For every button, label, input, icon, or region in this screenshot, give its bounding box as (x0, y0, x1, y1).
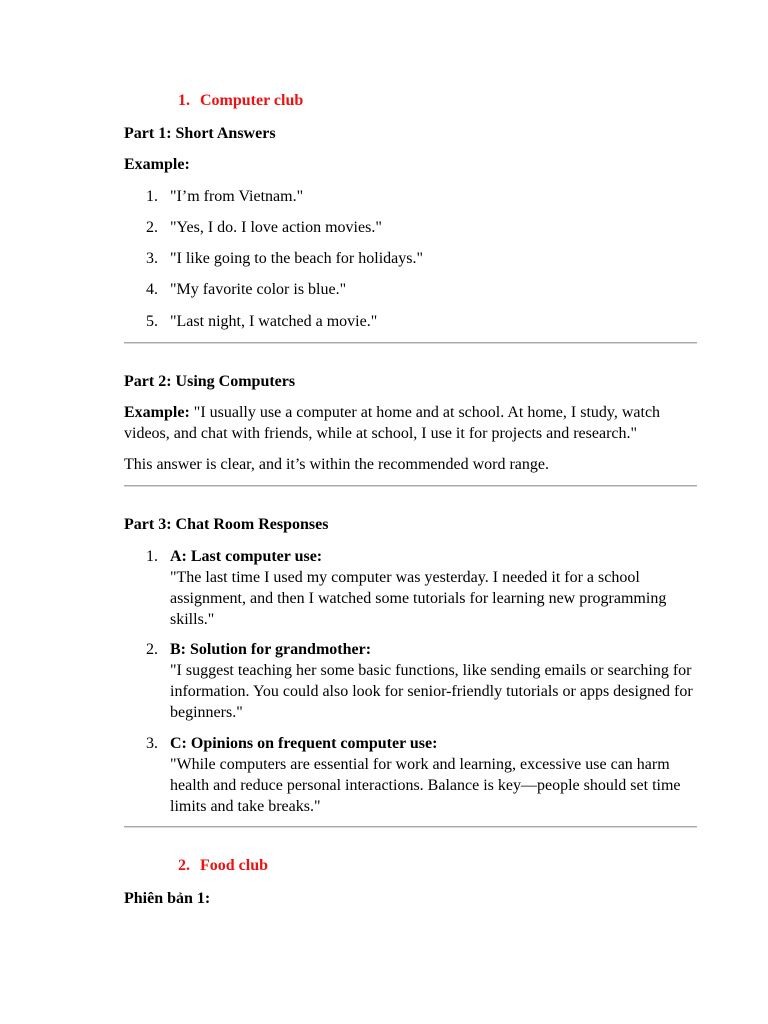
list-text: "Yes, I do. I love action movies." (170, 219, 382, 236)
list-number: 2. (146, 641, 158, 658)
section-number: 1. (178, 92, 190, 109)
list-item (124, 546, 697, 630)
response-label: C: Opinions on frequent computer use: (170, 735, 438, 752)
list-number: 4. (146, 281, 158, 298)
part2-example-text: "I usually use a computer at home and at school. At home, I study, watch videos, and chat with friends, while at school, I use it for projects and research." (124, 404, 661, 442)
response-label: B: Solution for grandmother: (170, 641, 372, 658)
list-number: 1. (146, 188, 158, 205)
horizontal-rule (124, 342, 697, 344)
list-item (124, 217, 697, 238)
response-text: "The last time I used my computer was yesterday. I needed it for a school assignment, and then I watched some tutorials for learning new programming skills." (170, 569, 667, 628)
part2-example-label: Example: (124, 404, 190, 421)
list-text: "My favorite color is blue." (170, 281, 347, 298)
horizontal-rule (124, 485, 697, 487)
part2-title: Part 2: Using Computers (124, 373, 296, 390)
part1-example-label: Example: (124, 156, 190, 173)
list-number: 1. (146, 548, 158, 565)
list-item (124, 248, 697, 269)
response-text: "While computers are essential for work and learning, excessive use can harm health and reduce personal interactions. Balance is key—people should set time limits and take breaks." (170, 756, 681, 815)
section-title: Computer club (200, 92, 304, 109)
part3-title: Part 3: Chat Room Responses (124, 516, 329, 533)
list-item (124, 186, 697, 207)
version-label: Phiên bản 1: (124, 890, 211, 907)
section-heading-computer-club (178, 91, 303, 111)
list-number: 3. (146, 735, 158, 752)
part1-title: Part 1: Short Answers (124, 125, 276, 142)
horizontal-rule (124, 826, 697, 828)
response-label: A: Last computer use: (170, 548, 323, 565)
list-text: "I like going to the beach for holidays." (170, 250, 423, 267)
section-heading-food-club (178, 856, 268, 876)
list-text: "Last night, I watched a movie." (170, 313, 378, 330)
list-item (124, 639, 697, 723)
section-title: Food club (200, 857, 269, 874)
part2-example-paragraph (124, 402, 684, 444)
list-item (124, 279, 697, 300)
part2-note: This answer is clear, and it’s within the recommended word range. (124, 456, 550, 473)
list-number: 5. (146, 313, 158, 330)
response-text: "I suggest teaching her some basic functions, like sending emails or searching for information. You could also look for senior-friendly tutorials or apps designed for beginners." (170, 662, 693, 721)
section-number: 2. (178, 857, 190, 874)
list-item (124, 733, 697, 817)
list-number: 2. (146, 219, 158, 236)
list-item (124, 311, 697, 332)
list-number: 3. (146, 250, 158, 267)
list-text: "I’m from Vietnam." (170, 188, 304, 205)
